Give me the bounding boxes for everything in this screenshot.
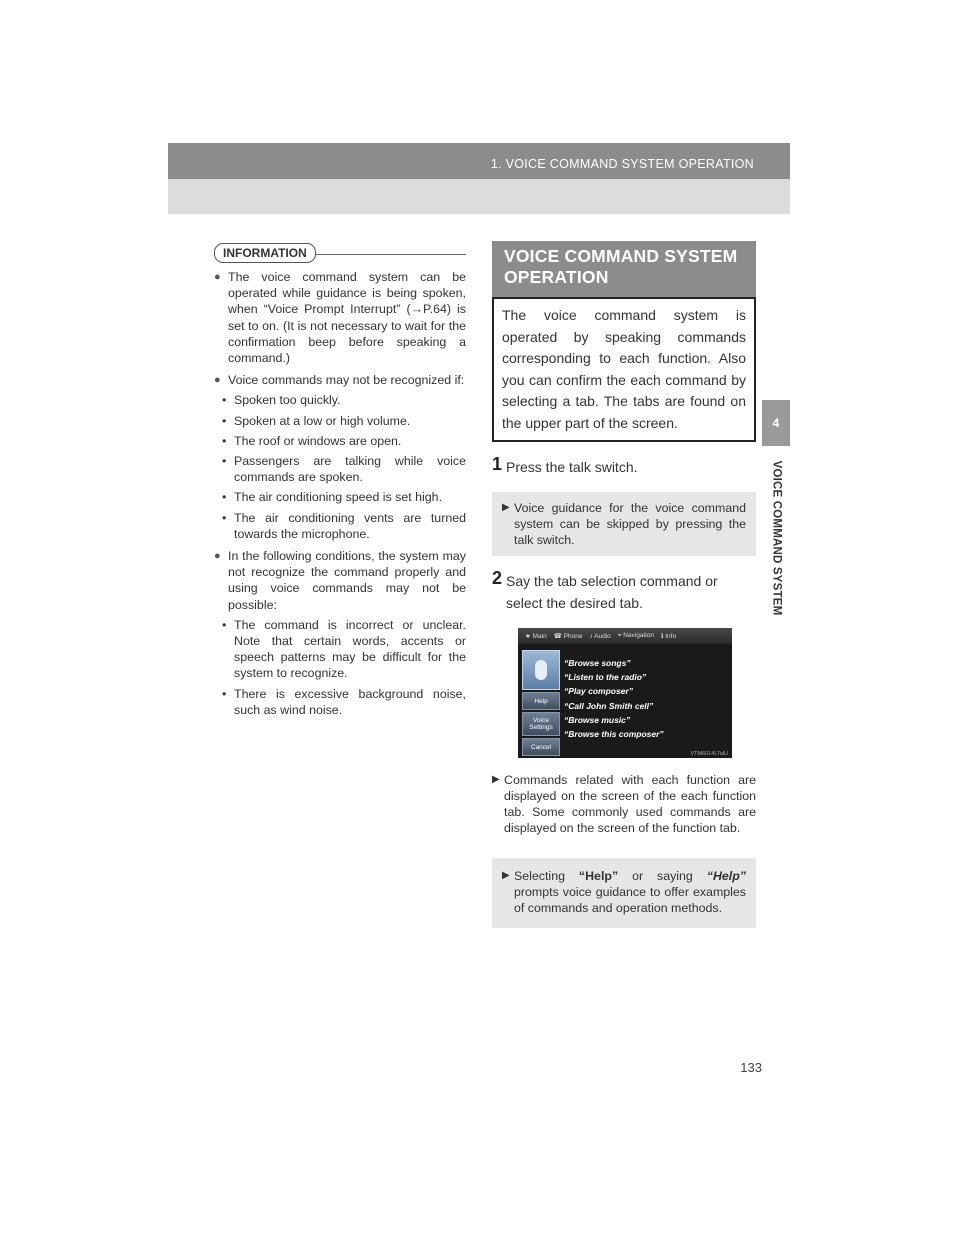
image-code: VTM6014LTalU: [690, 751, 728, 757]
info-subitem: • Spoken at a low or high volume.: [222, 413, 411, 428]
step-2: [492, 570, 756, 614]
chapter-side-label-text: VOICE COMMAND SYSTEM: [770, 460, 783, 616]
section-intro: The voice command system is operated by speaking commands corresponding to each function. Also you can confirm the each command by selecting a tab. The tabs are found on the upper part of the screen.: [492, 297, 756, 442]
info-bullet-text: Voice commands may not be recognized if:: [228, 373, 465, 388]
triangle-bullet-icon: ▶: [502, 870, 510, 881]
voice-settings-button[interactable]: Voice Settings: [522, 712, 560, 736]
page-number: 133: [740, 1060, 762, 1075]
step-number: 1: [492, 454, 503, 474]
info-subitem-text: The air conditioning speed is set high.: [234, 490, 443, 505]
bullet-dot-icon: ●: [214, 374, 221, 387]
info-subitem-text: Spoken too quickly.: [234, 393, 341, 408]
step-text: Say the tab selection command or select the desired tab.: [506, 573, 718, 611]
note-plain: [492, 772, 756, 836]
microphone-icon[interactable]: [522, 650, 560, 690]
command-item: “Play composer”: [564, 686, 633, 697]
info-subitem: • Passengers are talking while voice commands are spoken.: [222, 454, 466, 485]
chapter-number-tab: 4: [762, 400, 790, 446]
info-subitem: • The air conditioning vents are turned towards the microphone.: [222, 510, 466, 541]
info-subitem-text: Spoken at a low or high volume.: [234, 413, 411, 428]
info-bullet: [214, 269, 466, 366]
info-subitem-text: The roof or windows are open.: [234, 433, 402, 448]
information-panel: [214, 243, 466, 718]
info-subitem-text: The air conditioning vents are turned towards the microphone.: [234, 510, 466, 541]
information-heading: INFORMATION: [214, 243, 316, 263]
screen-tab-phone[interactable]: ☎ Phone: [553, 633, 583, 640]
note-text: Commands related with each function are displayed on the screen of the each function tab. Some commonly used commands are displayed on the screen of the function tab.: [504, 773, 756, 835]
command-item: “Browse music”: [564, 714, 631, 725]
screen-tab-info[interactable]: ℹ Info: [660, 633, 677, 640]
command-item: “Listen to the radio”: [564, 672, 647, 683]
info-bullet-text: In the following conditions, the system may not recognize the command properly and using voice commands may not be possible:: [228, 549, 466, 612]
help-button[interactable]: Help: [522, 692, 560, 710]
command-item: “Call John Smith cell”: [564, 700, 654, 711]
info-subitem-text: Passengers are talking while voice commands are spoken.: [234, 454, 466, 485]
chapter-side-label: [758, 458, 794, 618]
info-bullet: [214, 548, 466, 613]
step-number: 2: [492, 568, 503, 588]
screen-tabbar: [518, 628, 732, 644]
triangle-bullet-icon: ▶: [492, 774, 500, 785]
triangle-bullet-icon: ▶: [502, 502, 510, 513]
cancel-button[interactable]: Cancel: [522, 738, 560, 756]
voice-command-screen: [518, 628, 732, 758]
step-1: [492, 456, 756, 478]
section-heading: VOICE COMMAND SYSTEM OPERATION: [492, 241, 756, 297]
note-text: Voice guidance for the voice command system can be skipped by pressing the talk switch.: [514, 501, 746, 547]
info-subitem: • Spoken too quickly.: [222, 393, 341, 408]
info-bullet: [214, 372, 466, 388]
screen-tab-navigation[interactable]: ⌖ Navigation: [617, 632, 654, 639]
header-title: 1. VOICE COMMAND SYSTEM OPERATION: [490, 157, 754, 171]
command-item: “Browse songs”: [564, 658, 631, 668]
bullet-dot-icon: ●: [214, 550, 221, 563]
screen-tab-audio[interactable]: ♪ Audio: [589, 632, 611, 640]
info-subitem-text: There is excessive background noise, such as wind noise.: [234, 686, 466, 717]
info-subitem: • The roof or windows are open.: [222, 433, 402, 448]
step-text: Press the talk switch.: [506, 459, 638, 475]
command-list: [564, 656, 664, 741]
note-box-help: [492, 858, 756, 928]
info-subitem: • There is excessive background noise, such as wind noise.: [222, 686, 466, 717]
info-bullet-text: The voice command system can be operated while guidance is being spoken, when “Voice Prompt Interrupt” (→P.64) is set to on. (It is not necessary to wait for the confirmation beep before speaking a command.): [228, 270, 466, 366]
screen-tab-main[interactable]: ★ Main: [525, 633, 547, 640]
header-subband: [168, 179, 790, 214]
command-item: “Browse this composer”: [564, 729, 664, 740]
note-text: Selecting “Help” or saying “Help” prompts voice guidance to offer examples of commands and operation methods.: [514, 869, 746, 915]
bullet-dot-icon: ●: [214, 271, 221, 283]
note-box: [492, 492, 756, 556]
info-subitem: • The command is incorrect or unclear. Note that certain words, accents or speech patterns may be difficult for the system to recognize.: [222, 617, 466, 681]
main-section: [492, 241, 756, 928]
info-subitem-text: The command is incorrect or unclear. Note that certain words, accents or speech patterns may be difficult for the system to recognize.: [234, 617, 466, 681]
header-band: [168, 143, 790, 179]
info-subitem: • The air conditioning speed is set high.: [222, 490, 443, 505]
